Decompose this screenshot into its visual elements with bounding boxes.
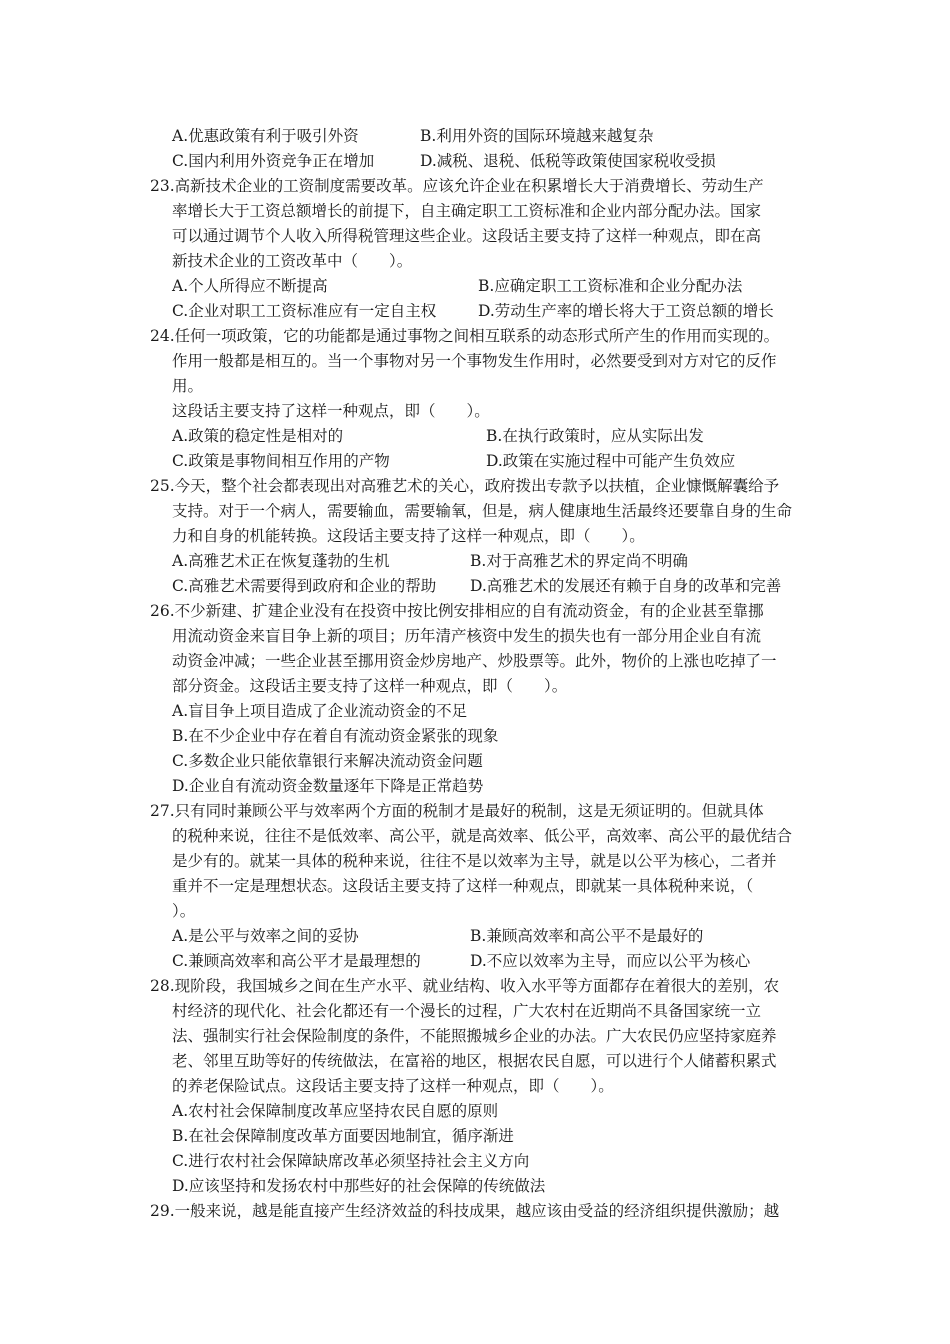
q23-text-line4: 新技术企业的工资改革中（ ）。 bbox=[172, 252, 413, 270]
q24-option-a: A.政策的稳定性是相对的 bbox=[172, 427, 344, 445]
q27-text-line2: 的税种来说，往往不是低效率、高公平，就是高效率、低公平，高效率、高公平的最优结合 bbox=[172, 827, 793, 845]
q28-text-line1: 28.现阶段，我国城乡之间在生产水平、就业结构、收入水平等方面都存在着很大的差别，农 bbox=[150, 977, 780, 995]
q27-option-d: D.不应以效率为主导，而应以公平为核心 bbox=[470, 952, 751, 970]
q27-text-line5: ）。 bbox=[172, 902, 196, 920]
q28-text-line2: 村经济的现代化、社会化都还有一个漫长的过程，广大农村在近期尚不具备国家统一立 bbox=[172, 1002, 762, 1020]
q26-text-line1: 26.不少新建、扩建企业没有在投资中按比例安排相应的自有流动资金，有的企业甚至靠挪 bbox=[150, 602, 764, 620]
q23-text-line2: 率增长大于工资总额增长的前提下，自主确定职工工资标准和企业内部分配办法。国家 bbox=[172, 202, 762, 220]
q28-option-d: D.应该坚持和发扬农村中那些好的社会保障的传统做法 bbox=[172, 1177, 546, 1195]
q24-option-c: C.政策是事物间相互作用的产物 bbox=[172, 452, 390, 470]
q26-text-line4: 部分资金。这段话主要支持了这样一种观点，即（ ）。 bbox=[172, 677, 568, 695]
q28-text-line3: 法、强制实行社会保险制度的条件，不能照搬城乡企业的办法。广大农民仍应坚持家庭养 bbox=[172, 1027, 777, 1045]
q25-text-line2: 支持。对于一个病人，需要输血，需要输氧，但是，病人健康地生活最终还要靠自身的生命 bbox=[172, 502, 793, 520]
q23-option-b: B.应确定职工工资标准和企业分配办法 bbox=[478, 277, 743, 295]
q25-option-b: B.对于高雅艺术的界定尚不明确 bbox=[470, 552, 688, 570]
q28-option-b: B.在社会保障制度改革方面要因地制宜，循序渐进 bbox=[172, 1127, 514, 1145]
q28-text-line4: 老、邻里互助等好的传统做法，在富裕的地区，根据农民自愿，可以进行个人储蓄积累式 bbox=[172, 1052, 777, 1070]
q28-option-a: A.农村社会保障制度改革应坚持农民自愿的原则 bbox=[172, 1102, 499, 1120]
q25-option-d: D.高雅艺术的发展还有赖于自身的改革和完善 bbox=[470, 577, 782, 595]
q23-text-line3: 可以通过调节个人收入所得税管理这些企业。这段话主要支持了这样一种观点，即在高 bbox=[172, 227, 762, 245]
q28-option-c: C.进行农村社会保障缺席改革必须坚持社会主义方向 bbox=[172, 1152, 530, 1170]
q28-text-line5: 的养老保险试点。这段话主要支持了这样一种观点，即（ ）。 bbox=[172, 1077, 614, 1095]
q26-option-a: A.盲目争上项目造成了企业流动资金的不足 bbox=[172, 702, 468, 720]
q27-option-a: A.是公平与效率之间的妥协 bbox=[172, 927, 359, 945]
q26-option-b: B.在不少企业中存在着自有流动资金紧张的现象 bbox=[172, 727, 499, 745]
q26-option-c: C.多数企业只能依靠银行来解决流动资金问题 bbox=[172, 752, 483, 770]
q23-option-c: C.企业对职工工资标准应有一定自主权 bbox=[172, 302, 437, 320]
q26-option-d: D.企业自有流动资金数量逐年下降是正常趋势 bbox=[172, 777, 484, 795]
q25-text-line1: 25.今天，整个社会都表现出对高雅艺术的关心，政府拨出专款予以扶植，企业慷慨解囊给予 bbox=[150, 477, 780, 495]
q27-option-c: C.兼顾高效率和高公平才是最理想的 bbox=[172, 952, 421, 970]
q22-option-c: C.国内利用外资竞争正在增加 bbox=[172, 152, 375, 170]
q24-text-line3: 用。 bbox=[172, 377, 204, 395]
q23-option-d: D.劳动生产率的增长将大于工资总额的增长 bbox=[478, 302, 774, 320]
q23-option-a: A.个人所得应不断提高 bbox=[172, 277, 328, 295]
q25-option-c: C.高雅艺术需要得到政府和企业的帮助 bbox=[172, 577, 437, 595]
q24-text-line4: 这段话主要支持了这样一种观点，即（ ）。 bbox=[172, 402, 490, 420]
q24-option-b: B.在执行政策时，应从实际出发 bbox=[486, 427, 704, 445]
q22-option-a: A.优惠政策有利于吸引外资 bbox=[172, 127, 359, 145]
q24-text-line1: 24.任何一项政策，它的功能都是通过事物之间相互联系的动态形式所产生的作用而实现的。 bbox=[150, 327, 780, 345]
q27-text-line3: 是少有的。就某一具体的税种来说，往往不是以效率为主导，就是以公平为核心，二者并 bbox=[172, 852, 777, 870]
q23-text-line1: 23.高新技术企业的工资制度需要改革。应该允许企业在积累增长大于消费增长、劳动生产 bbox=[150, 177, 764, 195]
q27-text-line1: 27.只有同时兼顾公平与效率两个方面的税制才是最好的税制，这是无须证明的。但就具体 bbox=[150, 802, 764, 820]
q26-text-line2: 用流动资金来盲目争上新的项目；历年清产核资中发生的损失也有一部分用企业自有流 bbox=[172, 627, 762, 645]
q25-text-line3: 力和自身的机能转换。这段话主要支持了这样一种观点，即（ ）。 bbox=[172, 527, 645, 545]
q29-text-line1: 29.一般来说，越是能直接产生经济效益的科技成果，越应该由受益的经济组织提供激励；越 bbox=[150, 1202, 780, 1220]
q22-option-d: D.减税、退税、低税等政策使国家税收受损 bbox=[420, 152, 716, 170]
q26-text-line3: 动资金冲减；一些企业甚至挪用资金炒房地产、炒股票等。此外，物价的上涨也吃掉了一 bbox=[172, 652, 777, 670]
q27-text-line4: 重并不一定是理想状态。这段话主要支持了这样一种观点，即就某一具体税种来说，（ bbox=[172, 877, 754, 895]
q22-option-b: B.利用外资的国际环境越来越复杂 bbox=[420, 127, 654, 145]
q24-option-d: D.政策在实施过程中可能产生负效应 bbox=[486, 452, 736, 470]
q24-text-line2: 作用一般都是相互的。当一个事物对另一个事物发生作用时，必然要受到对方对它的反作 bbox=[172, 352, 777, 370]
q27-option-b: B.兼顾高效率和高公平不是最好的 bbox=[470, 927, 704, 945]
q25-option-a: A.高雅艺术正在恢复蓬勃的生机 bbox=[172, 552, 390, 570]
